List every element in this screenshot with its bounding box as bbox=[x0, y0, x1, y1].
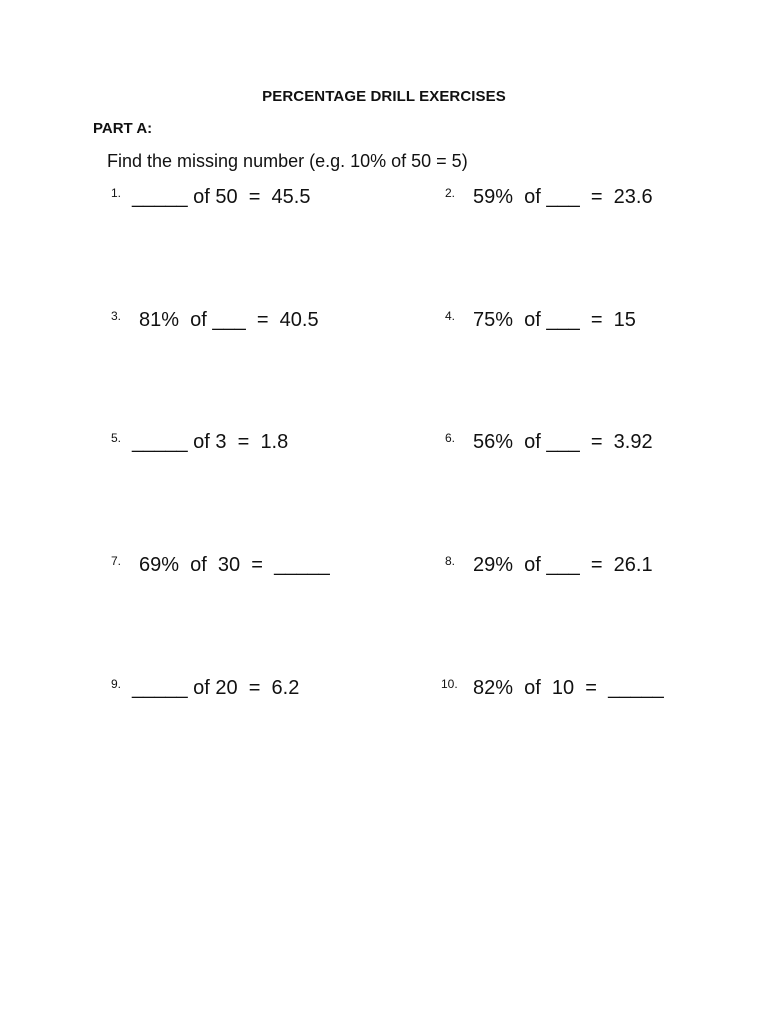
problem-expression: 75% of ___ = 15 bbox=[473, 309, 636, 331]
instructions: Find the missing number (e.g. 10% of 50 = 5) bbox=[107, 151, 468, 171]
problem-expression: _____ of 3 = 1.8 bbox=[132, 431, 289, 453]
problem-expression: _____ of 50 = 45.5 bbox=[132, 186, 311, 208]
problem-number: 5. bbox=[111, 431, 122, 445]
problem-expression: 81% of ___ = 40.5 bbox=[139, 309, 319, 331]
problem-expression: 29% of ___ = 26.1 bbox=[473, 554, 653, 576]
problem-number: 3. bbox=[111, 309, 122, 323]
problem-expression: 59% of ___ = 23.6 bbox=[473, 186, 653, 208]
problem-expression: _____ of 20 = 6.2 bbox=[132, 677, 300, 699]
problem-expression: 56% of ___ = 3.92 bbox=[473, 431, 653, 453]
problem-number: 4. bbox=[445, 309, 456, 323]
problem-number: 1. bbox=[111, 186, 122, 200]
part-label: PART A: bbox=[93, 120, 153, 137]
problem-number: 6. bbox=[445, 431, 456, 445]
problem-number: 10. bbox=[441, 677, 458, 691]
problem-number: 9. bbox=[111, 677, 122, 691]
problem-expression: 82% of 10 = _____ bbox=[473, 677, 664, 699]
worksheet-title: PERCENTAGE DRILL EXERCISES bbox=[262, 88, 506, 105]
problem-number: 8. bbox=[445, 554, 456, 568]
problem-number: 2. bbox=[445, 186, 456, 200]
problem-expression: 69% of 30 = _____ bbox=[139, 554, 330, 576]
problem-number: 7. bbox=[111, 554, 122, 568]
